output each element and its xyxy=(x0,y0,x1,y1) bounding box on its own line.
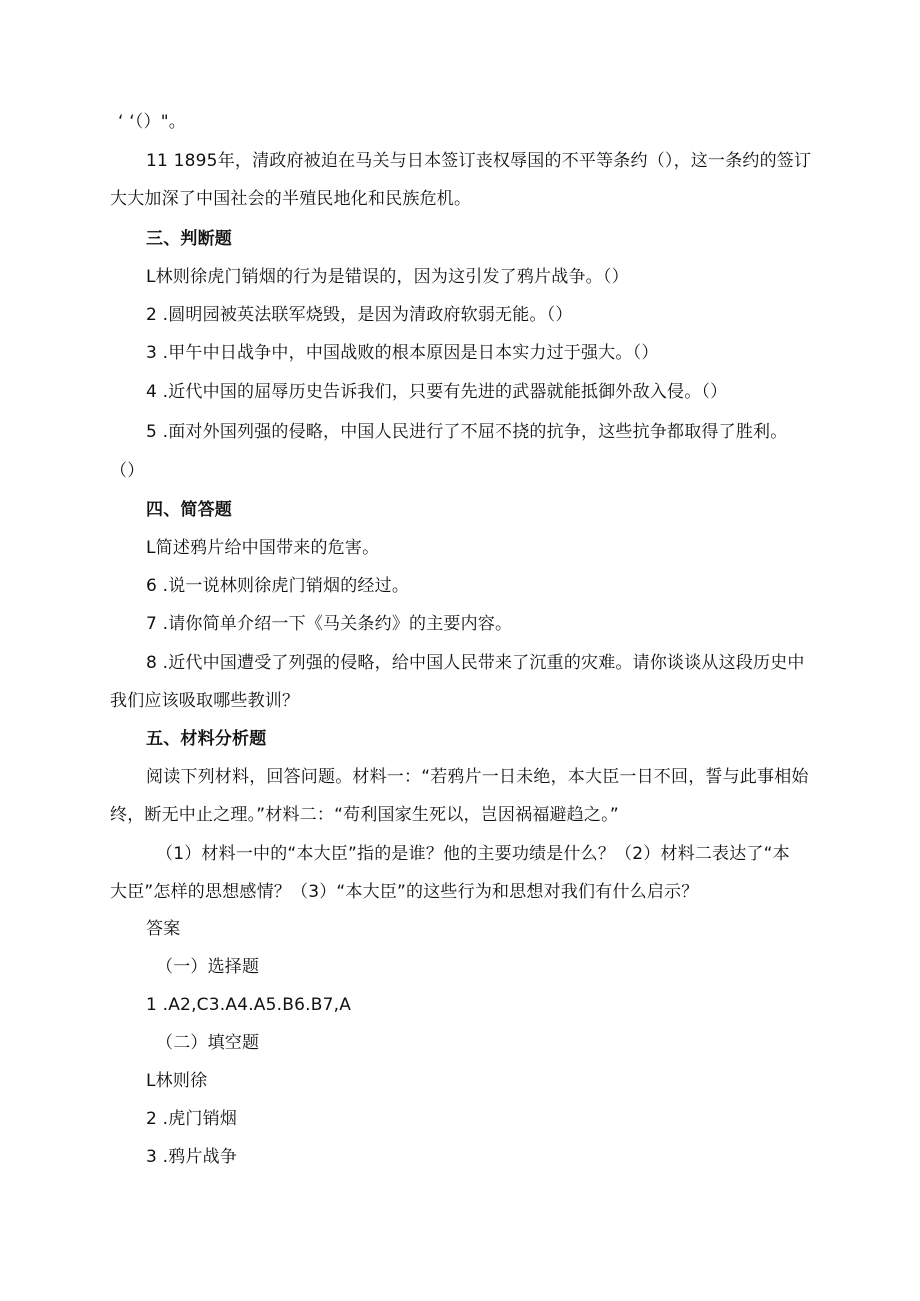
judgement-item-3: 3 .甲午中日战争中，中国战败的根本原因是日本实力过于强大。（） xyxy=(146,343,659,363)
judgement-item-5-cont: （） xyxy=(110,461,145,481)
short-answer-item-7: 7 .请你简单介绍一下《马关条约》的主要内容。 xyxy=(146,614,513,634)
answers-fill-item-2: 2 .虎门销烟 xyxy=(146,1109,238,1129)
fill-blank-item-11-cont: 大大加深了中国社会的半殖民地化和民族危机。 xyxy=(110,189,472,209)
judgement-item-5: 5 .面对外国列强的侵略，中国人民进行了不屈不挠的抗争，这些抗争都取得了胜利。 xyxy=(146,422,788,442)
material-paragraph: 阅读下列材料，回答问题。材料一：“若鸦片一日未绝，本大臣一日不回，誓与此事相始 xyxy=(146,767,809,787)
material-questions: （1）材料一中的“本大臣”指的是谁？他的主要功绩是什么？（2）材料二表达了“本 xyxy=(156,844,790,864)
section-heading-short-answer: 四、简答题 xyxy=(146,500,232,520)
answers-choice-heading: （一）选择题 xyxy=(156,957,260,977)
fill-blank-item-11: 11 1895年，清政府被迫在马关与日本签订丧权辱国的不平等条约（），这一条约的签订 xyxy=(146,151,812,171)
section-heading-material-analysis: 五、材料分析题 xyxy=(146,729,267,749)
judgement-item-1: L林则徐虎门销烟的行为是错误的，因为这引发了鸦片战争。（） xyxy=(146,267,629,287)
fill-blank-tail: ‘ ‘（）"。 xyxy=(118,112,186,132)
judgement-item-4: 4 .近代中国的屈辱历史告诉我们，只要有先进的武器就能抵御外敌入侵。（） xyxy=(146,382,728,402)
material-paragraph-cont: 终，断无中止之理。”材料二：“苟利国家生死以，岂因祸福避趋之。” xyxy=(110,805,619,825)
short-answer-item-8: 8 .近代中国遭受了列强的侵略，给中国人民带来了沉重的灾难。请你谈谈从这段历史中 xyxy=(146,653,805,673)
answers-fill-item-1: L林则徐 xyxy=(146,1071,208,1091)
short-answer-item-6: 6 .说一说林则徐虎门销烟的经过。 xyxy=(146,576,410,596)
answers-fill-item-3: 3 .鸦片战争 xyxy=(146,1147,238,1167)
judgement-item-2: 2 .圆明园被英法联军烧毁，是因为清政府软弱无能。（） xyxy=(146,305,573,325)
answers-heading: 答案 xyxy=(146,919,181,939)
short-answer-item-8-cont: 我们应该吸取哪些教训？ xyxy=(110,691,300,711)
short-answer-item-1: L简述鸦片给中国带来的危害。 xyxy=(146,538,380,558)
section-heading-judgement: 三、判断题 xyxy=(146,229,232,249)
answers-fill-heading: （二）填空题 xyxy=(156,1033,260,1053)
material-questions-cont: 大臣”怎样的思想感情？（3）“本大臣”的这些行为和思想对我们有什么启示？ xyxy=(110,882,699,902)
answers-choice-list: 1 .A2,C3.A4.A5.B6.B7,A xyxy=(146,995,352,1015)
